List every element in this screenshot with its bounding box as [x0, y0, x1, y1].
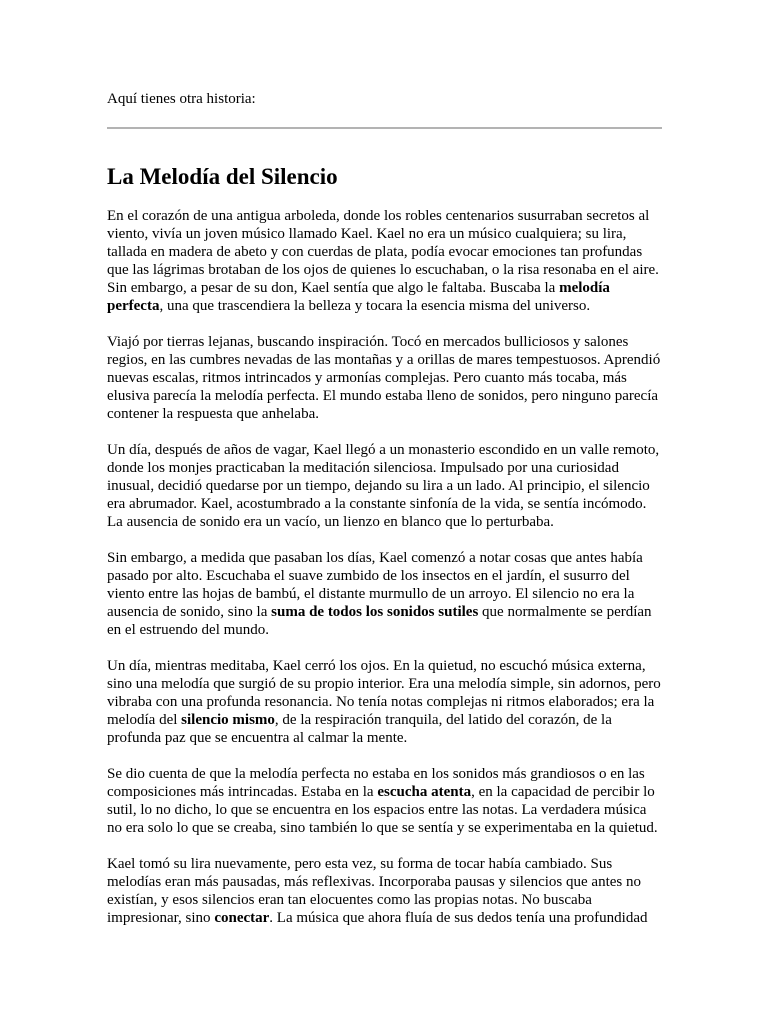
paragraph-text: , una que trascendiera la belleza y tocara la esencia misma del universo. — [159, 298, 591, 314]
paragraph-text: Un día, después de años de vagar, Kael llegó a un monasterio escondido en un valle remoto, donde los monjes practicaban la meditación silenciosa. Impulsado por una curiosidad inusual, decidió quedarse por un tiempo, dejando su lira a un lado. Al principio, el silencio era abrumador. Kael, acostumbrado a la constante sinfonía de la vida, se sentía incómodo. La ausencia de sonido era un vacío, un lienzo en blanco que lo perturbaba. — [107, 442, 660, 530]
intro-text: Aquí tienes otra historia: — [107, 91, 256, 107]
paragraph-4 — [107, 549, 662, 639]
paragraph-7 — [107, 855, 662, 927]
paragraph-text: , en la capacidad de percibir lo sutil, lo no dicho, lo que se encuentra en los espacios entre las notas. La verdadera música no era solo lo que se creaba, sino también lo que se sentía y se experimentaba en la quietud. — [107, 784, 658, 836]
paragraph-text: que normalmente se perdían en el estruendo del mundo. — [107, 604, 652, 638]
story-body — [107, 207, 662, 945]
paragraph-1 — [107, 207, 662, 315]
paragraph-text: Viajó por tierras lejanas, buscando inspiración. Tocó en mercados bulliciosos y salones regios, en las cumbres nevadas de las montañas y a orillas de mares tempestuosos. Aprendió nuevas escalas, ritmos intrincados y armonías complejas. Pero cuanto más tocaba, más elusiva parecía la melodía perfecta. El mundo estaba lleno de sonidos, pero ninguno parecía contener la respuesta que anhelaba. — [107, 334, 661, 422]
emphasis-text: conectar — [214, 910, 270, 926]
paragraph-6 — [107, 765, 662, 837]
paragraph-text: Sin embargo, a medida que pasaban los días, Kael comenzó a notar cosas que antes había pasado por alto. Escuchaba el suave zumbido de los insectos en el jardín, el susurro del viento entre las hojas de bambú, el distante murmullo de un arroyo. El silencio no era la ausencia de sonido, sino la — [107, 550, 643, 620]
paragraph-2 — [107, 333, 662, 423]
paragraph-3 — [107, 441, 662, 531]
paragraph-5 — [107, 657, 662, 747]
paragraph-text: . La música que ahora fluía de sus dedos tenía una profundidad — [269, 910, 648, 926]
emphasis-text: melodía perfecta — [107, 280, 610, 314]
paragraph-text: Kael tomó su lira nuevamente, pero esta vez, su forma de tocar había cambiado. Sus melodías eran más pausadas, más reflexivas. Incorporaba pausas y silencios que antes no existían, y esos silencios eran tan elocuentes como las propias notas. No buscaba impresionar, sino — [107, 856, 641, 926]
emphasis-text: suma de todos los sonidos sutiles — [271, 604, 479, 620]
paragraph-text: , de la respiración tranquila, del latido del corazón, de la profunda paz que se encuentra al calmar la mente. — [107, 712, 612, 746]
horizontal-divider — [107, 127, 662, 129]
paragraph-text: En el corazón de una antigua arboleda, donde los robles centenarios susurraban secretos al viento, vivía un joven músico llamado Kael. Kael no era un músico cualquiera; su lira, tallada en madera de abeto y con cuerdas de plata, podía evocar emociones tan profundas que las lágrimas brotaban de los ojos de quienes lo escuchaban, o la risa resonaba en el aire. Sin embargo, a pesar de su don, Kael sentía que algo le faltaba. Buscaba la — [107, 208, 659, 296]
story-title: La Melodía del Silencio — [107, 164, 338, 189]
paragraph-text: Un día, mientras meditaba, Kael cerró los ojos. En la quietud, no escuchó música externa, sino una melodía que surgió de su propio interior. Era una melodía simple, sin adornos, pero vibraba con una profunda resonancia. No tenía notas complejas ni ritmos elaborados; era la melodía del — [107, 658, 661, 728]
paragraph-text: Se dio cuenta de que la melodía perfecta no estaba en los sonidos más grandiosos o en las composiciones más intrincadas. Estaba en la — [107, 766, 645, 800]
emphasis-text: escucha atenta — [377, 784, 472, 800]
emphasis-text: silencio mismo — [181, 712, 275, 728]
